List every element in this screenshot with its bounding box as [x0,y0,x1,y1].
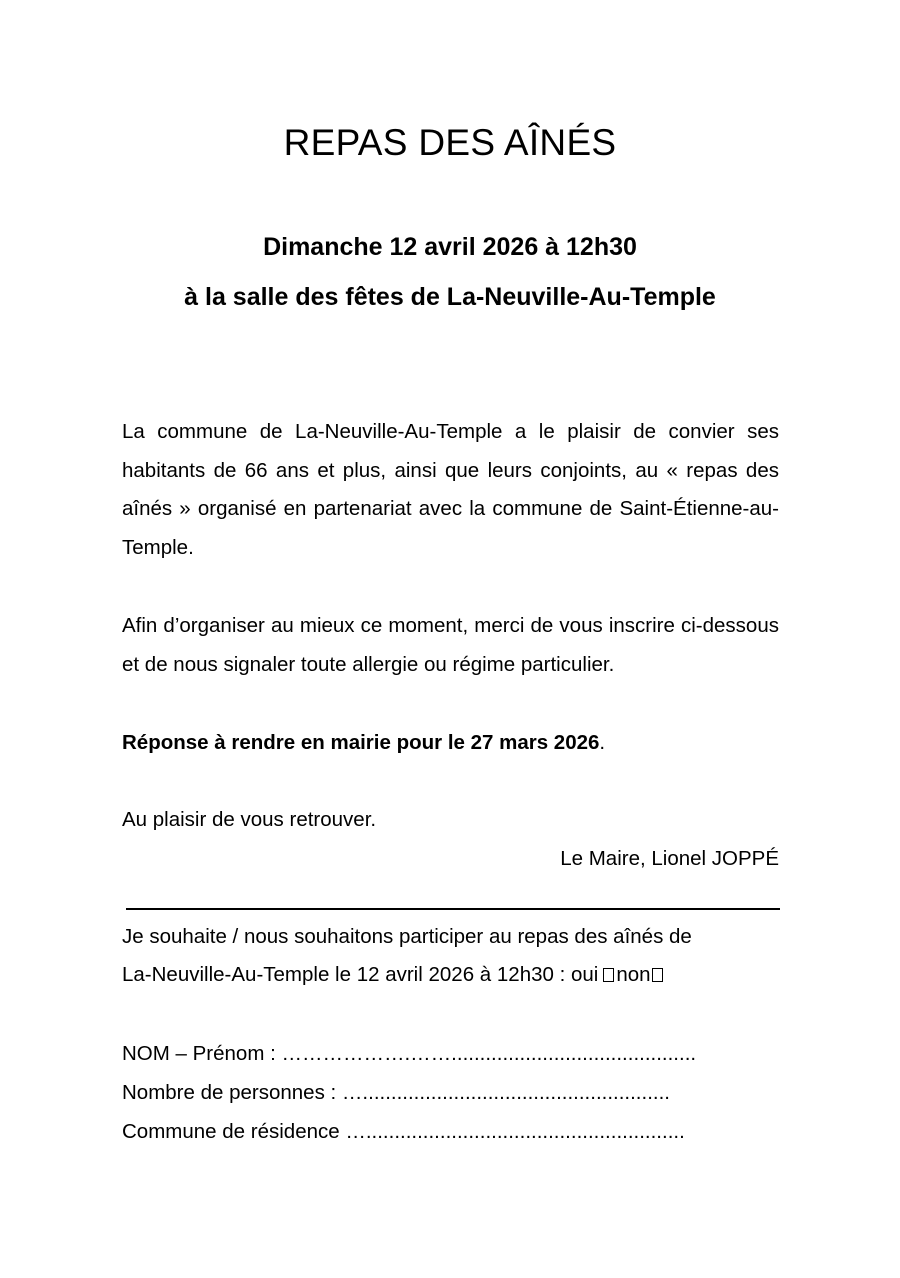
event-location: à la salle des fêtes de La-Neuville-Au-Temple [184,283,716,311]
name-field[interactable]: NOM – Prénom : ……………….……........................................... [122,1042,697,1065]
yes-checkbox[interactable] [603,968,614,982]
organisation-paragraph: Afin d’organiser au mieux ce moment, merci de vous inscrire ci-dessous et de nous signaler toute allergie ou régime particulier. [122,614,779,676]
persons-count-field[interactable]: Nombre de personnes : …...................................................... [122,1081,670,1104]
invitation-paragraph: La commune de La-Neuville-Au-Temple a le plaisir de convier ses habitants de 66 ans et plus, ainsi que leurs conjoints, au « repas des aînés » organisé en partenariat avec la commune de Saint-Étienne-au-Temple. [122,420,779,559]
event-date: Dimanche 12 avril 2026 à 12h30 [263,233,637,261]
no-label: non [616,963,651,986]
response-deadline [122,724,779,763]
response-deadline-end: . [599,731,606,754]
no-checkbox[interactable] [652,968,663,982]
response-deadline-bold: Réponse à rendre en mairie pour le 27 mars 2026 [122,731,600,754]
participation-statement-end: La-Neuville-Au-Temple le 12 avril 2026 à 12h30 : oui [122,963,599,986]
cut-line-divider [126,908,780,910]
page-title: REPAS DES AÎNÉS [283,122,617,163]
participation-statement: Je souhaite / nous souhaitons participer au repas des aînés de [122,925,692,948]
participation-choice [122,956,802,995]
commune-field[interactable]: Commune de résidence …........................................................ [122,1120,685,1143]
closing-line: Au plaisir de vous retrouver. [122,808,377,831]
mayor-signature: Le Maire, Lionel JOPPÉ [560,847,779,870]
